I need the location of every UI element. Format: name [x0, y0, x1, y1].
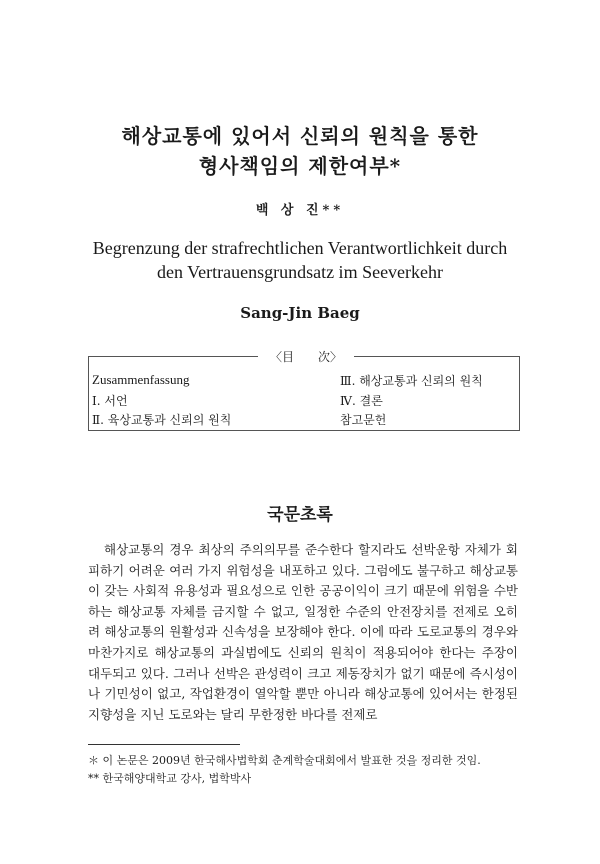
- toc-item-introduction: Ⅰ. 서언: [92, 394, 128, 408]
- footnote-divider: [88, 744, 240, 745]
- footnote-2: ** 한국해양대학교 강사, 법학박사: [88, 772, 252, 785]
- paper-title-line-2: 형사책임의 제한여부*: [198, 154, 402, 178]
- paper-title-line-1: 해상교통에 있어서 신뢰의 원칙을 통한: [121, 124, 479, 148]
- toc-item-land-traffic: Ⅱ. 육상교통과 신뢰의 원칙: [92, 413, 232, 427]
- german-title-line-1: Begrenzung der strafrechtlichen Verantwortlichkeit durch: [92, 238, 508, 258]
- toc-item-references: 참고문헌: [340, 413, 387, 427]
- toc-heading: 〈目 次〉: [269, 350, 342, 364]
- german-title-line-2: den Vertrauensgrundsatz im Seeverkehr: [156, 262, 444, 282]
- toc-top-border-left: [88, 356, 258, 357]
- toc-top-border-right: [354, 356, 519, 357]
- abstract-heading: 국문초록: [267, 505, 333, 525]
- footnote-1: ＊ 이 논문은 2009년 한국해사법학회 춘계학술대회에서 발표한 것을 정리한 것임.: [88, 754, 481, 767]
- toc-item-zusammenfassung: Zusammenfassung: [92, 372, 190, 387]
- toc-item-maritime-traffic: Ⅲ. 해상교통과 신뢰의 원칙: [340, 374, 483, 388]
- abstract-body: 해상교통의 경우 최상의 주의의무를 준수한다 할지라도 선박운항 자체가 회피하기 어려운 여러 가지 위험성을 내포하고 있다. 그럼에도 불구하고 해상교통이 갖는 사회적 유용성과 필요성으로 인한 공공이익이 크기 때문에 위험을 수반하는 해상교통 자체를 금지할 수 없고, 일정한 수준의 안전장치를 전제로 오히려 해상교통의 원활성과 신속성을 보장해야 한다. 이에 따라 도로교통의 경우와 마찬가지로 해상교통의 과실범에도 신뢰의 원칙이 적용되어야 한다는 주장이 대두되고 있다. 그러나 선박은 관성력이 크고 제동장치가 없기 때문에 즉시성이나 기민성이 없고, 작업환경이 열악할 뿐만 아니라 해상교통에 있어서는 한정된 지향성을 지닌 도로와는 달리 무한정한 바다를 전제로: [88, 542, 518, 722]
- author-romanized: Sang-Jin Baeg: [240, 304, 360, 322]
- author-korean: 백 상 진**: [255, 203, 345, 218]
- toc-item-conclusion: Ⅳ. 결론: [340, 394, 383, 408]
